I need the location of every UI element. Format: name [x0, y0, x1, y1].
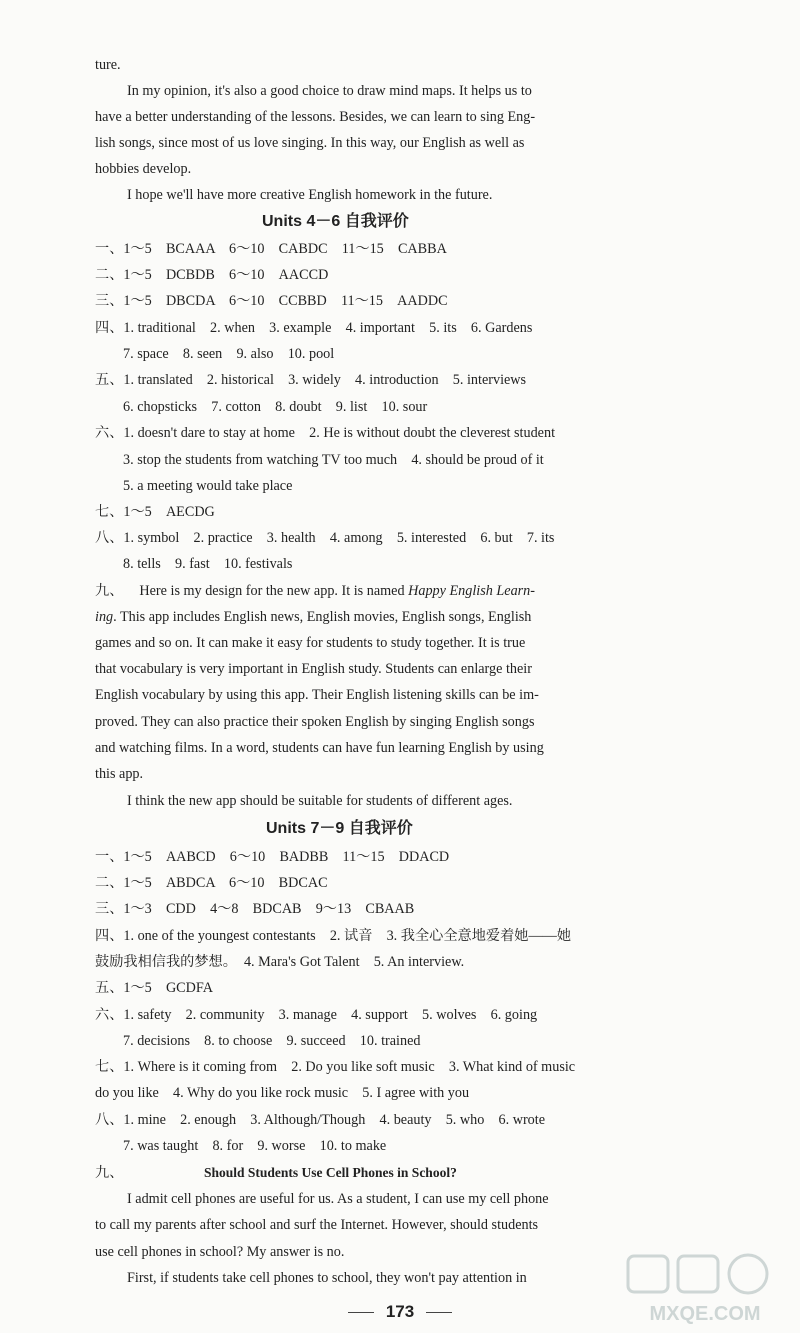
essay-line: [95, 581, 535, 601]
answer-line: 五、1. translated 2. historical 3. widely 4. introduction 5. interviews: [95, 372, 527, 388]
essay-text: Here is my design for the new app. It is named: [139, 583, 409, 599]
page-number-text: 173: [385, 1302, 415, 1321]
essay-line: to call my parents after school and surf the Internet. However, should students: [95, 1217, 539, 1233]
dash-left: [348, 1312, 374, 1313]
answer-line: 7. space 8. seen 9. also 10. pool: [123, 346, 335, 362]
answer-line: 八、1. mine 2. enough 3. Although/Though 4. beauty 5. who 6. wrote: [95, 1112, 546, 1128]
app-name: Happy English Learn-: [408, 583, 536, 599]
answer-line: 7. was taught 8. for 9. worse 10. to make: [123, 1138, 387, 1154]
answer-line: 5. a meeting would take place: [123, 478, 293, 494]
answer-line: 8. tells 9. fast 10. festivals: [123, 556, 293, 572]
essay-line: I think the new app should be suitable for students of different ages.: [127, 793, 513, 809]
essay-line: proved. They can also practice their spoken English by singing English songs: [95, 714, 535, 730]
answer-line: 7. decisions 8. to choose 9. succeed 10. trained: [123, 1033, 421, 1049]
essay-line: use cell phones in school? My answer is no.: [95, 1244, 345, 1260]
essay-line: English vocabulary by using this app. Their English listening skills can be im-: [95, 687, 539, 703]
watermark-shape: [678, 1256, 718, 1292]
answer-line: 一、1～5 BCAAA 6～10 CABDC 11～15 CABBA: [95, 241, 447, 257]
essay-line: this app.: [95, 766, 144, 782]
dash-right: [426, 1312, 452, 1313]
question-label: 九、: [95, 583, 124, 599]
answer-line: 二、1～5 DCBDB 6～10 AACCD: [95, 267, 329, 283]
answer-line: 八、1. symbol 2. practice 3. health 4. among 5. interested 6. but 7. its: [95, 530, 555, 546]
answer-line: 一、1～5 AABCD 6～10 BADBB 11～15 DDACD: [95, 849, 450, 865]
essay-title: Should Students Use Cell Phones in School?: [204, 1165, 457, 1180]
answer-line: 七、1～5 AECDG: [95, 504, 215, 520]
essay-line: [95, 607, 531, 627]
app-name: ing: [95, 609, 114, 625]
text-line: In my opinion, it's also a good choice to draw mind maps. It helps us to: [127, 83, 532, 99]
text-line: ture.: [95, 57, 121, 73]
answer-line: 五、1～5 GCDFA: [95, 980, 213, 996]
text-line: lish songs, since most of us love singing. In this way, our English as well as: [95, 135, 525, 151]
essay-line: and watching films. In a word, students can have fun learning English by using: [95, 740, 544, 756]
answer-line: 七、1. Where is it coming from 2. Do you like soft music 3. What kind of music: [95, 1059, 576, 1075]
essay-line: that vocabulary is very important in English study. Students can enlarge their: [95, 661, 532, 677]
question-label: 九、: [95, 1165, 124, 1181]
answer-line: 三、1～3 CDD 4～8 BDCAB 9～13 CBAAB: [95, 901, 415, 917]
answer-line: 四、1. one of the youngest contestants 2. 试音 3. 我全心全意地爱着她——她: [95, 928, 572, 944]
answer-line: 六、1. doesn't dare to stay at home 2. He is without doubt the cleverest student: [95, 425, 556, 441]
section-title: Units 4－6 自我评价: [262, 213, 409, 230]
watermark-logo: [620, 1250, 790, 1330]
answer-line: 二、1～5 ABDCA 6～10 BDCAC: [95, 875, 328, 891]
text-line: I hope we'll have more creative English homework in the future.: [127, 187, 493, 203]
text-line: hobbies develop.: [95, 161, 192, 177]
answer-line: 3. stop the students from watching TV too much 4. should be proud of it: [123, 452, 544, 468]
watermark-shape: [729, 1255, 767, 1293]
text-line: have a better understanding of the lessons. Besides, we can learn to sing Eng-: [95, 109, 536, 125]
answer-line: do you like 4. Why do you like rock music 5. I agree with you: [95, 1085, 470, 1101]
answer-line: 三、1～5 DBCDA 6～10 CCBBD 11～15 AADDC: [95, 293, 448, 309]
essay-line: I admit cell phones are useful for us. As a student, I can use my cell phone: [127, 1191, 549, 1207]
answer-line: 鼓励我相信我的梦想。 4. Mara's Got Talent 5. An interview.: [95, 954, 465, 970]
essay-text: . This app includes English news, English movies, English songs, English: [113, 609, 532, 625]
watermark-text: MXQE.COM: [649, 1303, 761, 1325]
watermark-shape: [628, 1256, 668, 1292]
essay-line: First, if students take cell phones to school, they won't pay attention in: [127, 1270, 527, 1286]
answer-line: 六、1. safety 2. community 3. manage 4. support 5. wolves 6. going: [95, 1007, 538, 1023]
answer-line: 四、1. traditional 2. when 3. example 4. important 5. its 6. Gardens: [95, 320, 533, 336]
answer-line: 6. chopsticks 7. cotton 8. doubt 9. list 10. sour: [123, 399, 428, 415]
essay-line: games and so on. It can make it easy for students to study together. It is true: [95, 635, 526, 651]
section-title: Units 7－9 自我评价: [266, 820, 413, 837]
